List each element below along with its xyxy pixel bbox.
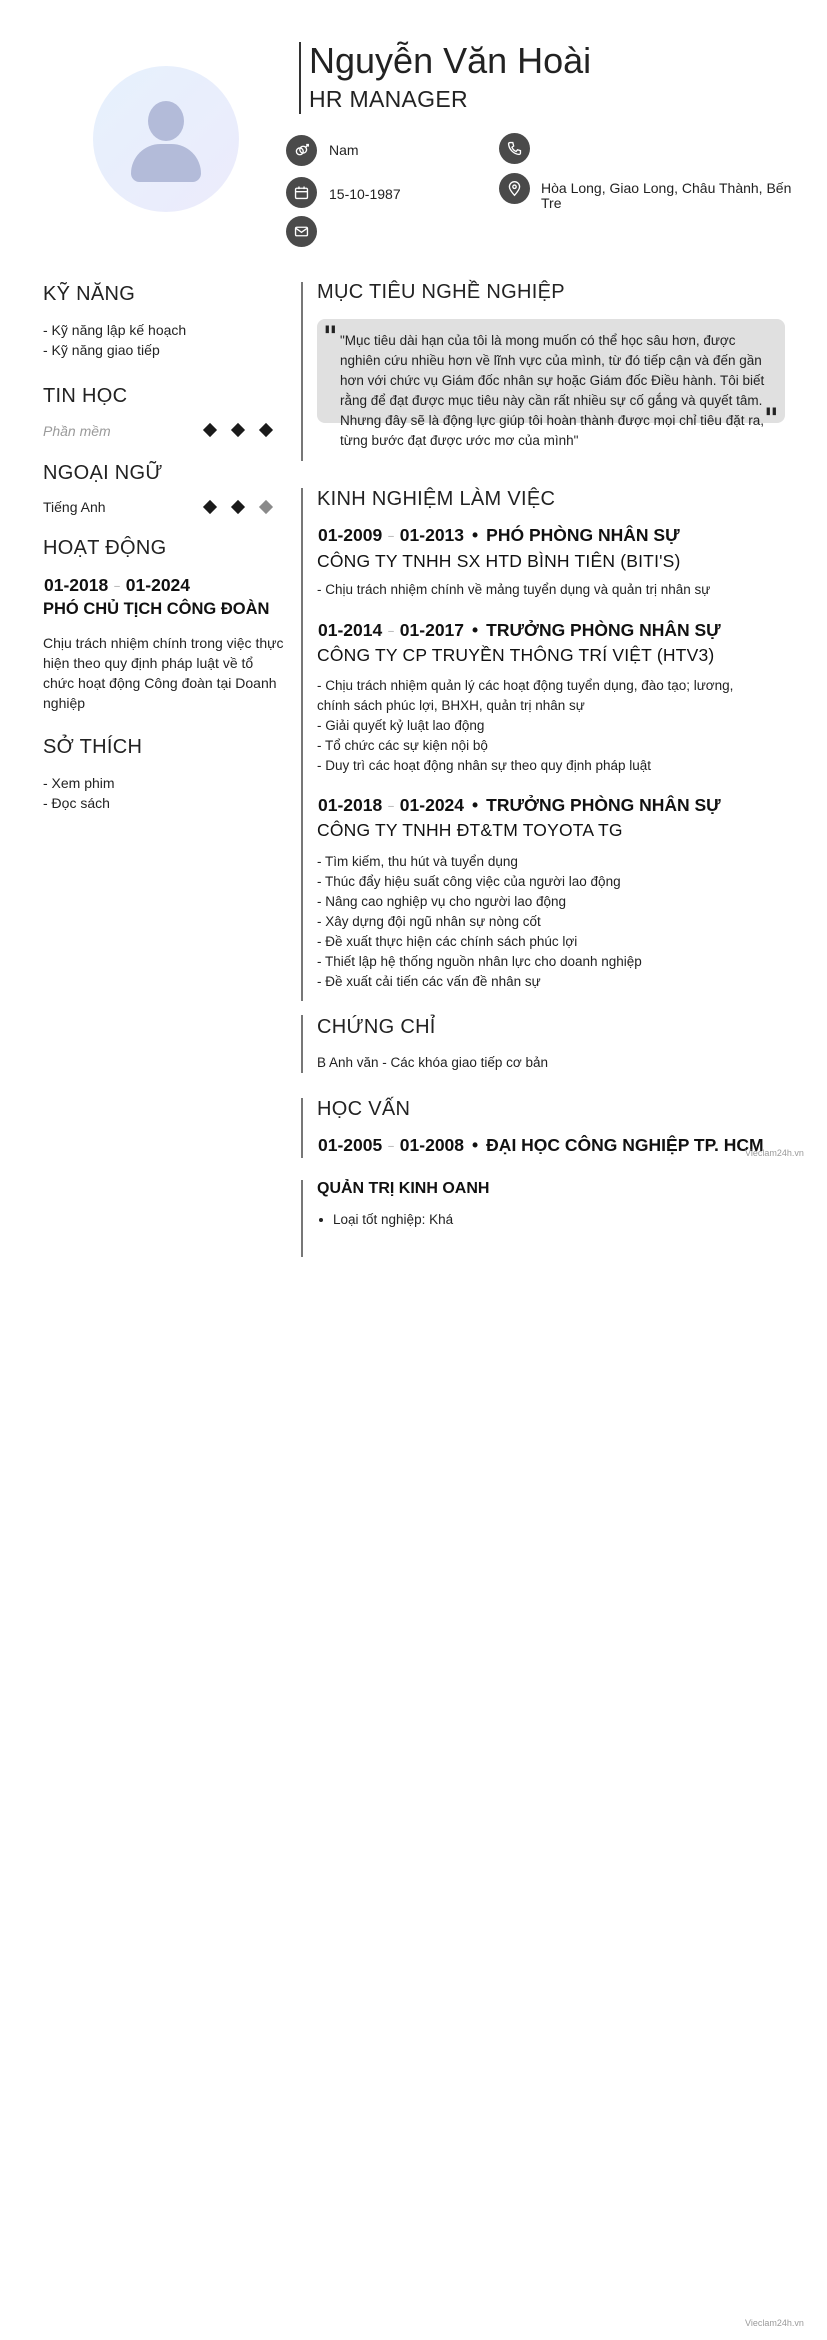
job-start: 01-2009 [318, 525, 383, 545]
job-company: CÔNG TY TNHH ĐT&TM TOYOTA TG [317, 820, 623, 840]
language-rating [205, 502, 271, 512]
job-detail: - Tìm kiếm, thu hút và tuyển dụng [317, 854, 518, 869]
section-divider [301, 1098, 303, 1158]
education-detail-text: Loại tốt nghiệp: Khá [333, 1212, 454, 1227]
watermark-footer: Vieclam24h.vn [745, 2318, 804, 2328]
job-period: 01-2014 – 01-2017 • TRƯỞNG PHÒNG NHÂN SỰ [318, 620, 721, 640]
rating-dot [203, 423, 217, 437]
job-detail: - Nâng cao nghiệp vụ cho người lao động [317, 894, 567, 909]
activity-role: PHÓ CHỦ TỊCH CÔNG ĐOÀN [43, 600, 270, 618]
section-divider [301, 1180, 303, 1257]
job-end: 01-2013 [399, 525, 465, 545]
location-pin-icon [499, 173, 530, 204]
section-divider [301, 488, 303, 1001]
section-divider [301, 282, 303, 461]
objective-text: "Mục tiêu dài hạn của tôi là mong muốn có thể học sâu hơn, được nghiên cứu nhiều hơn về lĩnh vực của mình, từ đó tiếp cận và đến gần hơn với chức vụ Giám đốc nhân sự hoặc Giám đốc Điều hành. Tôi biết rằng để đạt được mục tiêu này cần rất nhiều sự cố gắng và quyết tâm. Nhưng đây sẽ là động lực giúp tôi hoàn thành được mọi chỉ tiêu đặt ra, từng bước đạt được ước mơ của mình" [340, 333, 765, 448]
job-company: CÔNG TY TNHH SX HTD BÌNH TIÊN (BITI'S) [317, 551, 681, 571]
job-position: PHÓ PHÒNG NHÂN SỰ [486, 525, 680, 545]
job-position: TRƯỞNG PHÒNG NHÂN SỰ [486, 620, 721, 640]
user-avatar-icon [93, 66, 239, 212]
activity-start: 01-2018 [44, 575, 109, 595]
rating-dot [203, 500, 217, 514]
phone-icon[interactable] [499, 133, 530, 164]
job-detail: - Chịu trách nhiệm chính về mảng tuyển dụng và quản trị nhân sự [317, 582, 711, 597]
education-detail [317, 1212, 453, 1227]
education-end: 01-2008 [399, 1135, 465, 1155]
education-start: 01-2005 [318, 1135, 383, 1155]
language-name: Tiếng Anh [43, 499, 106, 515]
job-end: 01-2017 [399, 620, 465, 640]
job-detail: - Thiết lập hệ thống nguồn nhân lực cho doanh nghiệp [317, 954, 642, 969]
job-detail: - Thúc đẩy hiệu suất công việc của người lao động [317, 874, 621, 889]
open-quote-mark: " [323, 320, 338, 353]
bullet [319, 1218, 323, 1222]
rating-dot [231, 500, 245, 514]
objective-quote-box [317, 319, 785, 448]
job-start: 01-2018 [318, 795, 383, 815]
section-divider [301, 1015, 303, 1073]
rating-dot [231, 423, 245, 437]
hobby-item: - Đọc sách [43, 795, 110, 811]
job-company: CÔNG TY CP TRUYỀN THÔNG TRÍ VIỆT (HTV3) [317, 645, 715, 665]
dob-value: 15-10-1987 [329, 186, 401, 202]
watermark: Vieclam24h.vn [745, 1148, 804, 1158]
candidate-title: HR MANAGER [309, 86, 468, 112]
job-position: TRƯỞNG PHÒNG NHÂN SỰ [486, 795, 721, 815]
it-heading: TIN HỌC [43, 385, 128, 407]
hobbies-heading: SỞ THÍCH [43, 736, 143, 758]
rating-dot [259, 500, 273, 514]
close-quote-mark: " [764, 402, 779, 435]
calendar-icon [286, 177, 317, 208]
education-heading: HỌC VẤN [317, 1098, 411, 1120]
address-value: Hòa Long, Giao Long, Châu Thành, Bến Tre [541, 180, 792, 211]
activity-period: 01-2018 – 01-2024 [44, 575, 191, 595]
it-software-placeholder: Phần mềm [43, 423, 111, 439]
candidate-name: Nguyễn Văn Hoài [309, 40, 592, 81]
education-period: 01-2005 – 01-2008 • ĐẠI HỌC CÔNG NGHIỆP TP. HCM [318, 1135, 764, 1155]
skill-item: - Kỹ năng giao tiếp [43, 342, 160, 358]
job-detail: - Xây dựng đội ngũ nhân sự nòng cốt [317, 914, 541, 929]
job-end: 01-2024 [399, 795, 465, 815]
job-detail: - Duy trì các hoạt động nhân sự theo quy định pháp luật [317, 758, 652, 773]
experience-heading: KINH NGHIỆM LÀM VIỆC [317, 488, 556, 510]
job-detail: - Đề xuất cải tiến các vấn đề nhân sự [317, 974, 541, 989]
job-start: 01-2014 [318, 620, 383, 640]
skill-item: - Kỹ năng lập kế hoạch [43, 322, 187, 338]
job-detail: chính sách phúc lợi, BHXH, quản trị nhân sự [317, 698, 585, 713]
certificate-text: B Anh văn - Các khóa giao tiếp cơ bản [317, 1055, 548, 1070]
activity-end: 01-2024 [125, 575, 191, 595]
languages-heading: NGOẠI NGỮ [43, 462, 163, 484]
certificates-heading: CHỨNG CHỈ [317, 1016, 436, 1038]
objective-heading: MỤC TIÊU NGHỀ NGHIỆP [317, 281, 565, 303]
skills-heading: KỸ NĂNG [43, 283, 136, 305]
job-detail: - Tổ chức các sự kiện nội bộ [317, 738, 488, 753]
gender-value: Nam [329, 142, 359, 158]
rating-dot [259, 423, 273, 437]
name-divider [299, 42, 301, 114]
job-period: 01-2009 – 01-2013 • PHÓ PHÒNG NHÂN SỰ [318, 525, 680, 545]
mail-icon[interactable] [286, 216, 317, 247]
job-detail: - Chịu trách nhiệm quản lý các hoạt động tuyển dụng, đào tạo; lương, [317, 678, 734, 693]
activities-heading: HOẠT ĐỘNG [43, 537, 167, 559]
education-school: ĐẠI HỌC CÔNG NGHIỆP TP. HCM [486, 1135, 764, 1155]
job-detail: - Giải quyết kỷ luật lao động [317, 718, 485, 733]
job-period: 01-2018 – 01-2024 • TRƯỞNG PHÒNG NHÂN SỰ [318, 795, 721, 815]
hobby-item: - Xem phim [43, 775, 115, 791]
job-detail: - Đề xuất thực hiện các chính sách phúc lợi [317, 934, 578, 949]
gender-icon [286, 135, 317, 166]
activity-description: Chịu trách nhiệm chính trong việc thực hiện theo quy định pháp luật về tổ chức hoạt động Công đoàn tại Doanh nghiệp [43, 635, 284, 711]
it-rating [205, 425, 271, 435]
education-major: QUẢN TRỊ KINH OANH [317, 1180, 490, 1197]
